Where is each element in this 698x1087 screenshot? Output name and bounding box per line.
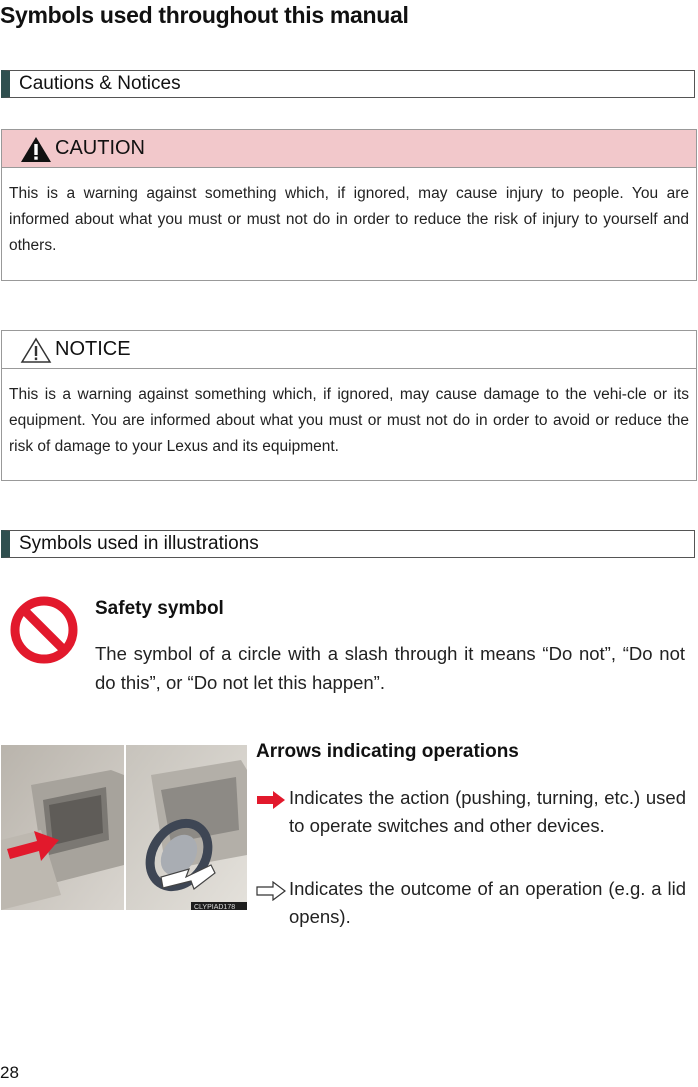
photo-code: CLYPIAD178 [194,904,236,910]
warning-triangle-icon [20,136,52,163]
arrow-item-outcome [256,875,686,935]
notice-header [2,331,696,369]
section-heading-label: Cautions & Notices [19,73,181,94]
warning-triangle-outline-icon [20,337,52,364]
page-number: 28 [0,1063,19,1082]
solid-red-arrow-icon [256,790,286,810]
caution-label: CAUTION [55,137,145,159]
caution-text: This is a warning against something which, if ignored, may cause injury to people. You are informed about what you must or must not do in order to reduce the risk of injury to yourself and others. [9,185,689,254]
prohibition-icon [10,596,78,664]
page-title: Symbols used throughout this manual [0,2,409,28]
notice-label: NOTICE [55,338,131,360]
safety-symbol-title: Safety symbol [95,598,224,619]
outline-arrow-icon [256,881,286,901]
caution-header [2,130,696,168]
safety-symbol-text: The symbol of a circle with a slash through it means “Do not”, “Do not do this”, or “Do not let this happen”. [95,643,685,693]
operation-illustration [1,745,247,910]
section-heading-illustrations [1,530,695,558]
arrows-title: Arrows indicating operations [256,741,519,762]
notice-box [1,330,697,481]
section-heading-cautions [1,70,695,98]
arrow-item-action [256,784,686,874]
arrow-item-text: Indicates the outcome of an operation (e.g. a lid opens). [289,878,686,927]
caution-box [1,129,697,281]
arrow-item-text: Indicates the action (pushing, turning, etc.) used to operate switches and other devices. [289,787,686,836]
section-heading-label: Symbols used in illustrations [19,533,259,554]
console-photo-image [1,745,247,910]
notice-text: This is a warning against something which, if ignored, may cause damage to the vehi-cle or its equipment. You are informed about what you must or must not do in order to avoid or reduce the risk of damage to your Lexus and its equipment. [9,386,689,455]
